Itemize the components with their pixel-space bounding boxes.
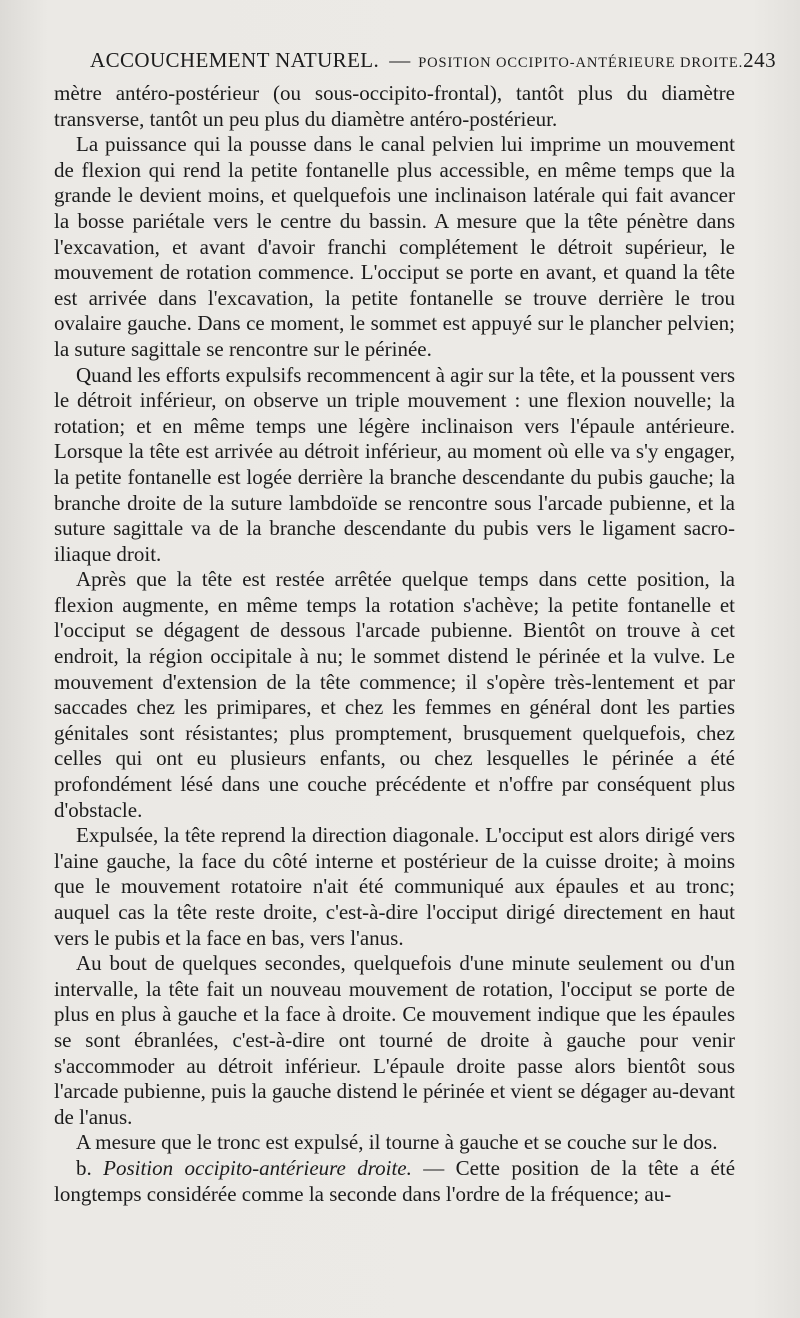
section-label: b. xyxy=(76,1155,92,1180)
paragraph: La puissance qui la pousse dans le canal pelvien lui imprime un mouvement de flexion qui rend la petite fontanelle plus accessible, en même temps que la grande le devient moins, et quelquefois une inclinaison latérale qui fait avancer la bosse pariétale vers le centre du bassin. A mesure que la tête pénètre dans l'excavation, et avant d'avoir franchi complétement le détroit supérieur, le mouvement de rotation commence. L'occiput se porte en avant, et quand la tête est arrivée dans l'excavation, la petite fontanelle se trouve derrière le trou ovalaire gauche. Dans ce moment, le sommet est appuyé sur le plancher pelvien; la suture sagittale se rencontre sur le périnée. xyxy=(54,132,735,361)
running-head-subtitle: POSITION OCCIPITO-ANTÉRIEURE DROITE. xyxy=(418,55,744,71)
running-head-dash: — xyxy=(389,48,411,72)
paragraph: A mesure que le tronc est expulsé, il tourne à gauche et se couche sur le dos. xyxy=(76,1130,718,1155)
section-dash: — xyxy=(423,1155,445,1180)
section-text: Cette position de la tête a été longtemps considérée comme la seconde dans l'ordre de la fréquence; au- xyxy=(54,1155,736,1206)
running-head-title: ACCOUCHEMENT NATUREL. xyxy=(90,48,380,72)
paragraph-continued: mètre antéro-postérieur (ou sous-occipito-frontal), tantôt plus du diamètre transverse, tantôt un peu plus du diamètre antéro-postérieur. xyxy=(54,81,735,131)
running-head xyxy=(90,47,777,76)
paragraph: Au bout de quelques secondes, quelquefois d'une minute seulement ou d'un intervalle, la tête fait un nouveau mouvement de rotation, l'occiput se porte de plus en plus à gauche et la face à droite. Ce mouvement indique que les épaules se sont ébranlées, c'est-à-dire ont tourné de droite à gauche pour venir s'accommoder au détroit inférieur. L'épaule droite passe alors bientôt sous l'arcade pubienne, puis la gauche distend le périnée et vient se dégager au-devant de l'anus. xyxy=(54,951,735,1129)
section-paragraph xyxy=(54,1156,735,1207)
paragraph: Après que la tête est restée arrêtée quelque temps dans cette position, la flexion augmente, en même temps la rotation s'achève; la petite fontanelle et l'occiput se dégagent de dessous l'arcade pubienne. Bientôt on trouve à cet endroit, la région occipitale à nu; le sommet distend le périnée et la vulve. Le mouvement d'extension de la tête commence; il s'opère très-lentement et par saccades chez les primipares, et chez les femmes en général dont les parties génitales sont résistantes; plus promptement, brusquement quelquefois, chez celles qui ont eu plusieurs enfants, ou chez lesquelles le périnée a été profondément lésé dans une couche précédente et n'offre par conséquent plus d'obstacle. xyxy=(54,567,735,822)
page-number: 243 xyxy=(743,48,777,72)
paragraph: Expulsée, la tête reprend la direction diagonale. L'occiput est alors dirigé vers l'aine gauche, la face du côté interne et postérieur de la cuisse droite; à moins que le mouvement rotatoire n'ait été communiqué aux épaules et au tronc; auquel cas la tête reste droite, c'est-à-dire l'occiput dirigé directement en haut vers le pubis et la face en bas, vers l'anus. xyxy=(54,823,735,950)
paragraph: Quand les efforts expulsifs recommencent à agir sur la tête, et la poussent vers le détroit inférieur, on observe un triple mouvement : une flexion nouvelle; la rotation; et en même temps une légère inclinaison vers l'épaule antérieure. Lorsque la tête est arrivée au détroit inférieur, au moment où elle va s'y engager, la petite fontanelle est logée derrière la branche descendante du pubis gauche; la branche droite de la suture lambdoïde se rencontre sous l'arcade pubienne, et la suture sagittale va de la branche descendante du pubis vers le ligament sacro-iliaque droit. xyxy=(54,362,735,566)
body-text xyxy=(54,81,735,1207)
section-title: Position occipito-antérieure droite. xyxy=(103,1155,412,1180)
